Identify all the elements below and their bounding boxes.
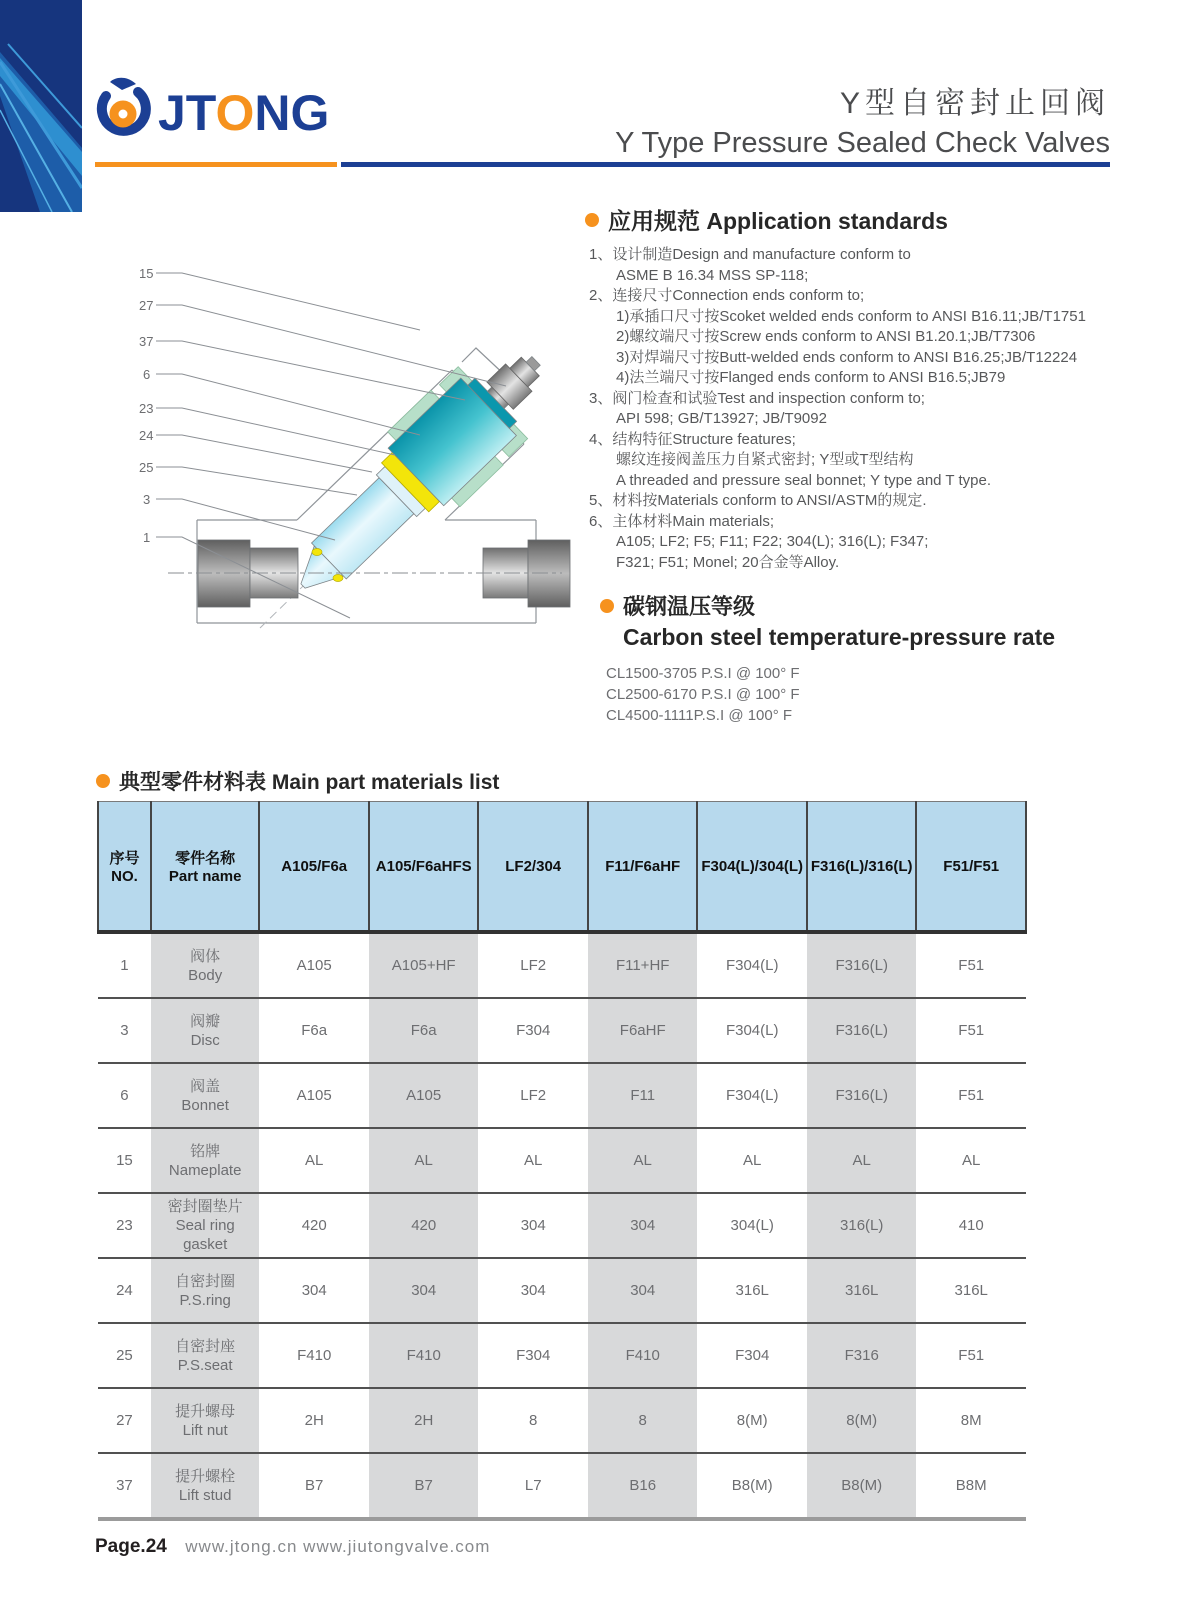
column-header: 序号NO. <box>98 802 151 933</box>
material-cell: F316(L) <box>807 932 917 998</box>
material-cell: 8(M) <box>697 1388 807 1453</box>
part-number-cell: 15 <box>98 1128 151 1193</box>
material-cell: F51 <box>916 1323 1026 1388</box>
material-cell: 316L <box>916 1258 1026 1323</box>
material-cell: L7 <box>478 1453 588 1519</box>
table-row <box>98 1193 1026 1258</box>
material-cell: F6aHF <box>588 998 698 1063</box>
material-cell: B7 <box>259 1453 369 1519</box>
page-title <box>615 78 1110 160</box>
logo-swirl-icon <box>92 74 152 152</box>
valve-diagram <box>110 250 590 660</box>
material-cell: 8M <box>916 1388 1026 1453</box>
seat-seal-dot <box>333 575 343 582</box>
table-row <box>98 932 1026 998</box>
table-row <box>98 1258 1026 1323</box>
page-title-zh: Y型自密封止回阀 <box>839 87 1110 120</box>
material-cell: 304 <box>478 1193 588 1258</box>
material-cell: 316L <box>697 1258 807 1323</box>
part-callout: 23 <box>139 401 154 416</box>
page-footer <box>95 1536 490 1558</box>
part-name-cell: 自密封座 P.S.seat <box>151 1323 260 1388</box>
application-item: ASME B 16.34 MSS SP-118; <box>616 266 809 284</box>
part-number-cell: 27 <box>98 1388 151 1453</box>
column-header: F11/F6aHF <box>588 802 698 933</box>
table-row <box>98 1388 1026 1453</box>
orange-bullet-icon <box>585 213 599 227</box>
company-logo <box>92 74 329 152</box>
material-cell: A105 <box>259 932 369 998</box>
material-cell: F6a <box>259 998 369 1063</box>
material-cell: A105 <box>259 1063 369 1128</box>
table-row <box>98 1453 1026 1519</box>
application-item: 3、阀门检查和试验Test and inspection conform to; <box>589 389 925 407</box>
materials-head-row <box>98 802 1026 933</box>
application-item: A threaded and pressure seal bonnet; Y type and T type. <box>616 471 991 489</box>
part-name-cell: 阀盖 Bonnet <box>151 1063 260 1128</box>
material-cell: AL <box>259 1128 369 1193</box>
column-header: 零件名称 Part name <box>151 802 260 933</box>
application-item: 螺纹连接阀盖压力自紧式密封; Y型或T型结构 <box>616 451 914 468</box>
part-callout: 24 <box>139 428 154 443</box>
pressure-rates <box>606 663 1170 726</box>
part-callout: 15 <box>139 266 154 281</box>
material-cell: 304 <box>259 1258 369 1323</box>
page-number: Page.24 <box>95 1536 167 1557</box>
footer-urls: www.jtong.cn www.jiutongvalve.com <box>185 1537 491 1556</box>
application-item: 4)法兰端尺寸按Flanged ends conform to ANSI B16.5;JB79 <box>616 369 1006 386</box>
material-cell: B8(M) <box>697 1453 807 1519</box>
part-callout: 1 <box>143 530 151 545</box>
material-cell: F304(L) <box>697 1063 807 1128</box>
material-cell: F316 <box>807 1323 917 1388</box>
material-cell: AL <box>697 1128 807 1193</box>
part-callout: 37 <box>139 334 154 349</box>
part-name-cell: 提升螺母 Lift nut <box>151 1388 260 1453</box>
material-cell: 8(M) <box>807 1388 917 1453</box>
material-cell: B16 <box>588 1453 698 1519</box>
material-cell: F410 <box>369 1323 479 1388</box>
material-cell: 420 <box>259 1193 369 1258</box>
material-cell: F304 <box>478 1323 588 1388</box>
pressure-rate-line: CL1500-3705 P.S.I @ 100° F <box>606 665 800 682</box>
seat-seal-dot <box>312 549 322 556</box>
material-cell: F51 <box>916 1063 1026 1128</box>
materials-table-title: 典型零件材料表 Main part materials list <box>96 766 499 796</box>
part-callout: 6 <box>143 367 151 382</box>
application-item: 3)对焊端尺寸按Butt-welded ends conform to ANSI B16.25;JB/T12224 <box>616 348 1078 366</box>
part-name-cell: 自密封圈 P.S.ring <box>151 1258 260 1323</box>
part-number-cell: 23 <box>98 1193 151 1258</box>
material-cell: B7 <box>369 1453 479 1519</box>
pressure-rate-line: CL2500-6170 P.S.I @ 100° F <box>606 686 800 703</box>
part-number-cell: 25 <box>98 1323 151 1388</box>
table-row <box>98 1128 1026 1193</box>
part-number-cell: 24 <box>98 1258 151 1323</box>
carbon-heading-en: Carbon steel temperature-pressure rate <box>623 624 1056 650</box>
material-cell: F410 <box>259 1323 369 1388</box>
material-cell: 316(L) <box>807 1193 917 1258</box>
material-cell: F316(L) <box>807 1063 917 1128</box>
application-item: A105; LF2; F5; F11; F22; 304(L); 316(L); F347; <box>616 533 929 550</box>
part-number-cell: 37 <box>98 1453 151 1519</box>
header-rule-navy <box>341 162 1110 167</box>
header-rule-orange <box>95 162 337 167</box>
material-cell: 316L <box>807 1258 917 1323</box>
materials-table <box>97 801 1027 1521</box>
part-name-cell: 提升螺栓 Lift stud <box>151 1453 260 1519</box>
part-callout: 3 <box>143 492 151 507</box>
application-standards-section <box>585 203 1165 573</box>
application-item: 6、主体材料Main materials; <box>589 512 775 530</box>
part-number-cell: 3 <box>98 998 151 1063</box>
material-cell: AL <box>369 1128 479 1193</box>
material-cell: AL <box>588 1128 698 1193</box>
materials-table-wrap <box>97 801 1027 1521</box>
part-number-cell: 6 <box>98 1063 151 1128</box>
part-name-cell: 铭牌 Nameplate <box>151 1128 260 1193</box>
pressure-rate-line: CL4500-1111P.S.I @ 100° F <box>606 707 793 724</box>
material-cell: A105 <box>369 1063 479 1128</box>
table-row <box>98 1063 1026 1128</box>
application-item: 2、连接尺寸Connection ends conform to; <box>589 287 865 304</box>
table-row <box>98 1323 1026 1388</box>
material-cell: F6a <box>369 998 479 1063</box>
orange-bullet-icon <box>600 599 614 613</box>
material-cell: 2H <box>259 1388 369 1453</box>
material-cell: 304 <box>588 1258 698 1323</box>
part-callout: 27 <box>139 298 154 313</box>
material-cell: F304 <box>697 1323 807 1388</box>
application-item: 4、结构特征Structure features; <box>589 430 796 448</box>
column-header: F316(L)/316(L) <box>807 802 917 933</box>
part-callout: 25 <box>139 460 154 475</box>
page-title-en: Y Type Pressure Sealed Check Valves <box>615 127 1110 159</box>
application-item: 1、设计制造Design and manufacture conform to <box>589 246 911 263</box>
material-cell: 420 <box>369 1193 479 1258</box>
material-cell: AL <box>916 1128 1026 1193</box>
material-cell: B8M <box>916 1453 1026 1519</box>
material-cell: 8 <box>588 1388 698 1453</box>
application-item: API 598; GB/T13927; JB/T9092 <box>616 410 827 427</box>
material-cell: LF2 <box>478 932 588 998</box>
material-cell: LF2 <box>478 1063 588 1128</box>
application-standards-heading: 应用规范 Application standards <box>585 203 1165 236</box>
material-cell: 304 <box>478 1258 588 1323</box>
material-cell: F304(L) <box>697 998 807 1063</box>
orange-bullet-icon <box>96 774 110 788</box>
part-name-cell: 阀瓣 Disc <box>151 998 260 1063</box>
column-header: F51/F51 <box>916 802 1026 933</box>
material-cell: F304 <box>478 998 588 1063</box>
material-cell: 304(L) <box>697 1193 807 1258</box>
column-header: F304(L)/304(L) <box>697 802 807 933</box>
materials-table-body <box>98 932 1026 1519</box>
material-cell: 304 <box>588 1193 698 1258</box>
material-cell: 8 <box>478 1388 588 1453</box>
material-cell: AL <box>478 1128 588 1193</box>
material-cell: F51 <box>916 932 1026 998</box>
material-cell: A105+HF <box>369 932 479 998</box>
material-cell: F304(L) <box>697 932 807 998</box>
material-cell: F316(L) <box>807 998 917 1063</box>
material-cell: AL <box>807 1128 917 1193</box>
column-header: A105/F6a <box>259 802 369 933</box>
carbon-steel-section <box>600 590 1170 726</box>
table-row <box>98 998 1026 1063</box>
logo-wordmark: JTONG <box>158 85 330 141</box>
part-name-cell: 阀体 Body <box>151 932 260 998</box>
application-list <box>585 245 1165 573</box>
material-cell: 304 <box>369 1258 479 1323</box>
application-item: 5、材料按Materials conform to ANSI/ASTM的规定. <box>589 492 927 509</box>
material-cell: F11+HF <box>588 932 698 998</box>
carbon-heading-zh: 碳钢温压等级 <box>600 590 1170 621</box>
corner-decoration <box>0 0 82 212</box>
material-cell: B8(M) <box>807 1453 917 1519</box>
column-header: A105/F6aHFS <box>369 802 479 933</box>
part-number-cell: 1 <box>98 932 151 998</box>
application-item: F321; F51; Monel; 20合金等Alloy. <box>616 553 840 571</box>
application-item: 1)承插口尺寸按Scoket welded ends conform to ANSI B16.11;JB/T1751 <box>616 307 1086 325</box>
material-cell: 410 <box>916 1193 1026 1258</box>
material-cell: 2H <box>369 1388 479 1453</box>
material-cell: F11 <box>588 1063 698 1128</box>
material-cell: F51 <box>916 998 1026 1063</box>
material-cell: F410 <box>588 1323 698 1388</box>
application-item: 2)螺纹端尺寸按Screw ends conform to ANSI B1.20.1;JB/T7306 <box>616 328 1036 345</box>
part-name-cell: 密封圈垫片 Seal ring gasket <box>151 1193 260 1258</box>
column-header: LF2/304 <box>478 802 588 933</box>
